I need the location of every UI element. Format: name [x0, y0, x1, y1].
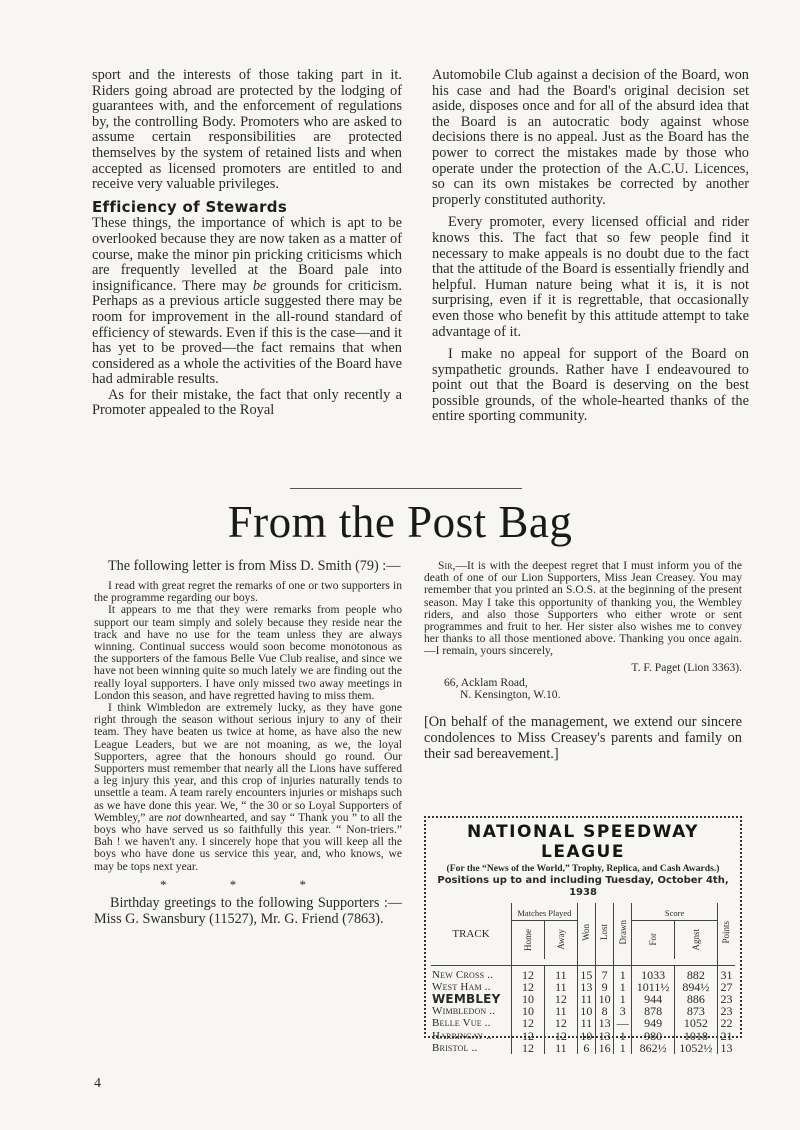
- cell-home: 12: [512, 965, 545, 981]
- header-label: Lost: [599, 924, 610, 941]
- cell-points: 31: [717, 965, 735, 981]
- header-track: TRACK: [431, 903, 512, 965]
- cell-won: 6: [577, 1042, 595, 1054]
- header-score: [632, 903, 718, 965]
- emphasis-text: be: [252, 277, 267, 294]
- header-label: Matches Played: [517, 907, 572, 918]
- letter-paragraph: I read with great regret the remarks of one or two supporters in the programme regarding our boys.: [94, 579, 402, 605]
- section-heading: Efficiency of Stewards: [92, 197, 288, 216]
- cell-home: 12: [512, 1042, 545, 1054]
- cell-lost: 10: [595, 993, 613, 1005]
- cell-won: 15: [577, 965, 595, 981]
- cell-for: 878: [632, 1005, 675, 1017]
- cell-track: Wimbledon ..: [432, 1005, 496, 1018]
- header-away: Away: [555, 929, 566, 951]
- text-run: I think Wimbledon are extremely lucky, as they have gone right through the season without serious injury to any of their team. They have beaten us twice at home, as have also the new League Leaders, but we are not moaning, as we, the loyal Supporters, agree that the honours should go round. Our Supporters must remember that nearly all the Lions have suffered a leg injury this year, and this crop of injuries naturally tends to unsettle a team. A team rarely encounters injuries or mishaps such as we have done this year. We, “ the 30 or so Loyal Supporters of Wembley,” are: [94, 701, 402, 824]
- cell-drawn: 3: [614, 1005, 632, 1017]
- league-table-body: [431, 965, 735, 1054]
- cell-agnst: 1018: [674, 1030, 717, 1042]
- cell-track: Bristol ..: [432, 1041, 478, 1054]
- article-left-column: [92, 68, 402, 419]
- cell-home: 12: [512, 1030, 545, 1042]
- league-table-box: [424, 816, 742, 1055]
- cell-points: 21: [717, 1030, 735, 1042]
- header-won: [577, 903, 595, 965]
- table-row: [431, 1030, 735, 1042]
- cell-points: 23: [717, 1005, 735, 1017]
- table-row: [431, 1017, 735, 1029]
- league-title: NATIONAL SPEEDWAY LEAGUE: [467, 822, 699, 862]
- cell-drawn: 1: [614, 1030, 632, 1042]
- cell-points: 13: [717, 1042, 735, 1054]
- cell-agnst: 894½: [674, 981, 717, 993]
- league-subtitle: (For the “News of the World,” Trophy, Replica, and Cash Awards.): [446, 863, 720, 874]
- cell-lost: 7: [595, 965, 613, 981]
- cell-won: 11: [577, 993, 595, 1005]
- cell-drawn: 1: [614, 993, 632, 1005]
- letter-signature: T. F. Paget (Lion 3363).: [631, 660, 742, 674]
- cell-track: Harringay ..: [432, 1029, 493, 1042]
- letter-right-column: [424, 560, 742, 763]
- cell-for: 980: [632, 1030, 675, 1042]
- article-paragraph: I make no appeal for support of the Board on sympathetic grounds. Rather have I endeavoured to point out that the Board is deserving on the best possible grounds, of the whole-hearted thanks of the entire sporting community.: [432, 346, 749, 425]
- cell-agnst: 873: [674, 1005, 717, 1017]
- cell-home: 12: [512, 1017, 545, 1029]
- header-home: Home: [522, 928, 533, 951]
- cell-away: 11: [544, 981, 577, 993]
- cell-won: 10: [577, 1005, 595, 1017]
- cell-drawn: 1: [614, 981, 632, 993]
- birthday-greetings: Birthday greetings to the following Supporters :—Miss G. Swansbury (11527), Mr. G. Friend (7863).: [94, 895, 402, 927]
- address-line: N. Kensington, W.10.: [460, 688, 561, 702]
- header-label: Points: [721, 920, 732, 944]
- cell-track: New Cross ..: [432, 968, 494, 981]
- article-paragraph: As for their mistake, the fact that only recently a Promoter appealed to the Royal: [92, 386, 402, 419]
- page-number: 4: [94, 1076, 101, 1091]
- cell-agnst: 1052: [674, 1017, 717, 1029]
- text-run: grounds for criticism. Perhaps as a previous article suggested there may be room for improvement in the all-round standard of efficiency of stewards. Even if this is the case—and it has yet to be proved—the fact remains that when considered as a whole the activities of the Board have had admirable results.: [92, 277, 402, 388]
- article-paragraph: sport and the interests of those taking part in it. Riders going abroad are protected by the lodging of guarantees with, and the enforcement of regulations by, the controlling Body. Promoters who are asked to assume certain responsibilities are protected themselves by the system of retained lists and when accepted as licensed promoters are entitled to and receive very valuable privileges.: [92, 67, 402, 193]
- salutation: Sir,: [438, 559, 456, 572]
- cell-points: 22: [717, 1017, 735, 1029]
- header-points: [717, 903, 735, 965]
- letter-paragraph: It appears to me that they were remarks from people who support our team simply and solely because they reside near the track and have no use for the team unless they are always winning. Continual success would soon become monotonous as the supporters of the famous Belle Vue Club realise, and since we have not been winning quite so much lately we are finding out the really loyal supporters. I have only missed two away meetings in London this season, and have regretted having to miss them.: [94, 603, 402, 702]
- cell-track: Belle Vue ..: [432, 1017, 491, 1030]
- header-matches-played: [512, 903, 578, 965]
- header-drawn: [614, 903, 632, 965]
- cell-drawn: —: [614, 1017, 632, 1029]
- cell-drawn: 1: [614, 1042, 632, 1054]
- cell-home: 10: [512, 1005, 545, 1017]
- cell-away: 12: [544, 1017, 577, 1029]
- article-right-column: [432, 68, 749, 425]
- letter-paragraph: [424, 560, 742, 658]
- article-paragraph: Every promoter, every licensed official and rider knows this. The fact that so few people find it necessary to make appeals is no doubt due to the fact that the attitude of the Board is essentially friendly and helpful. Human nature being what it is, it is not surprising, even if it is regrettable, that occasionally even those who benefit by this attitude attempt to take advantage of it.: [432, 214, 749, 340]
- cell-away: 11: [544, 1042, 577, 1054]
- table-row: [431, 1042, 735, 1054]
- header-for: For: [648, 933, 659, 946]
- section-title: From the Post Bag: [227, 497, 573, 547]
- text-run: downhearted, and say “ Thank you ” to all the boys who have served us so faithfully this year. “ Non-triers.” Bah ! we haven't any. I sincerely hope that you will keep all the boys who have done us service this year, and, who knows, we may be tops next year.: [94, 810, 402, 873]
- cell-track: WEMBLEY: [432, 991, 501, 1006]
- cell-home: 10: [512, 993, 545, 1005]
- header-label: Score: [664, 907, 685, 918]
- emphasis-text: not: [166, 810, 182, 824]
- cell-lost: 8: [595, 1005, 613, 1017]
- cell-away: 11: [544, 965, 577, 981]
- cell-won: 11: [577, 1017, 595, 1029]
- cell-for: 949: [632, 1017, 675, 1029]
- cell-away: 12: [544, 1030, 577, 1042]
- letter-body: —It is with the deepest regret that I must inform you of the death of one of our Lion Supporters, Miss Jean Creasey. You may remember that you printed an S.O.S. at the beginning of the present season. May I take this opportunity of thanking you, the Wembley riders, and also those Supporters who either wrote or sent programmes and fruit to her. Her sister also wishes me to convey her thanks to all those mentioned above. Thanking you once again.—I remain, yours sincerely,: [424, 559, 742, 658]
- league-table: [431, 903, 735, 1054]
- divider-rule: [290, 488, 522, 489]
- cell-track: West Ham ..: [432, 980, 491, 993]
- header-lost: [595, 903, 613, 965]
- cell-won: 10: [577, 1030, 595, 1042]
- letter-intro: The following letter is from Miss D. Smith (79) :—: [108, 558, 401, 574]
- address-line: 66, Acklam Road,: [444, 675, 528, 689]
- text-run: These things, the importance of which is apt to be overlooked because they are now taken as a matter of course, make the minor pin pricking criticisms which are frequently levelled at the Board pale into insignificance. There may: [92, 215, 402, 294]
- cell-agnst: 1052½: [674, 1042, 717, 1054]
- article-paragraph: [92, 216, 402, 388]
- section-separator: * * *: [160, 876, 336, 892]
- header-label: Won: [581, 923, 592, 941]
- cell-drawn: 1: [614, 965, 632, 981]
- cell-points: 23: [717, 993, 735, 1005]
- cell-away: 11: [544, 1005, 577, 1017]
- cell-lost: 13: [595, 1017, 613, 1029]
- editor-note: [On behalf of the management, we extend our sincere condolences to Miss Creasey's parents and family on their sad bereavement.]: [424, 714, 742, 762]
- cell-for: 944: [632, 993, 675, 1005]
- cell-agnst: 886: [674, 993, 717, 1005]
- letter-left-column: [94, 558, 402, 928]
- header-agnst: Agnst: [690, 928, 701, 951]
- cell-for: 1033: [632, 965, 675, 981]
- cell-agnst: 882: [674, 965, 717, 981]
- cell-away: 12: [544, 993, 577, 1005]
- cell-for: 1011½: [632, 981, 675, 993]
- header-label: Drawn: [617, 919, 628, 945]
- cell-for: 862½: [632, 1042, 675, 1054]
- table-row: [431, 965, 735, 981]
- league-date: Positions up to and including Tuesday, October 4th, 1938: [437, 875, 729, 898]
- letter-paragraph: [94, 702, 402, 873]
- cell-points: 27: [717, 981, 735, 993]
- article-paragraph: Automobile Club against a decision of the Board, won his case and had the Board's original decision set aside, disposes once and for all of the absurd idea that the Board is an autocratic body against whose decisions there is no appeal. Just as the Board has the power to correct the mistakes made by those who operate under the protection of the A.C.U. Licences, so can its own mistakes be corrected by another properly constituted authority.: [432, 67, 749, 208]
- cell-won: 13: [577, 981, 595, 993]
- cell-lost: 13: [595, 1030, 613, 1042]
- cell-lost: 9: [595, 981, 613, 993]
- cell-lost: 16: [595, 1042, 613, 1054]
- cell-home: 12: [512, 981, 545, 993]
